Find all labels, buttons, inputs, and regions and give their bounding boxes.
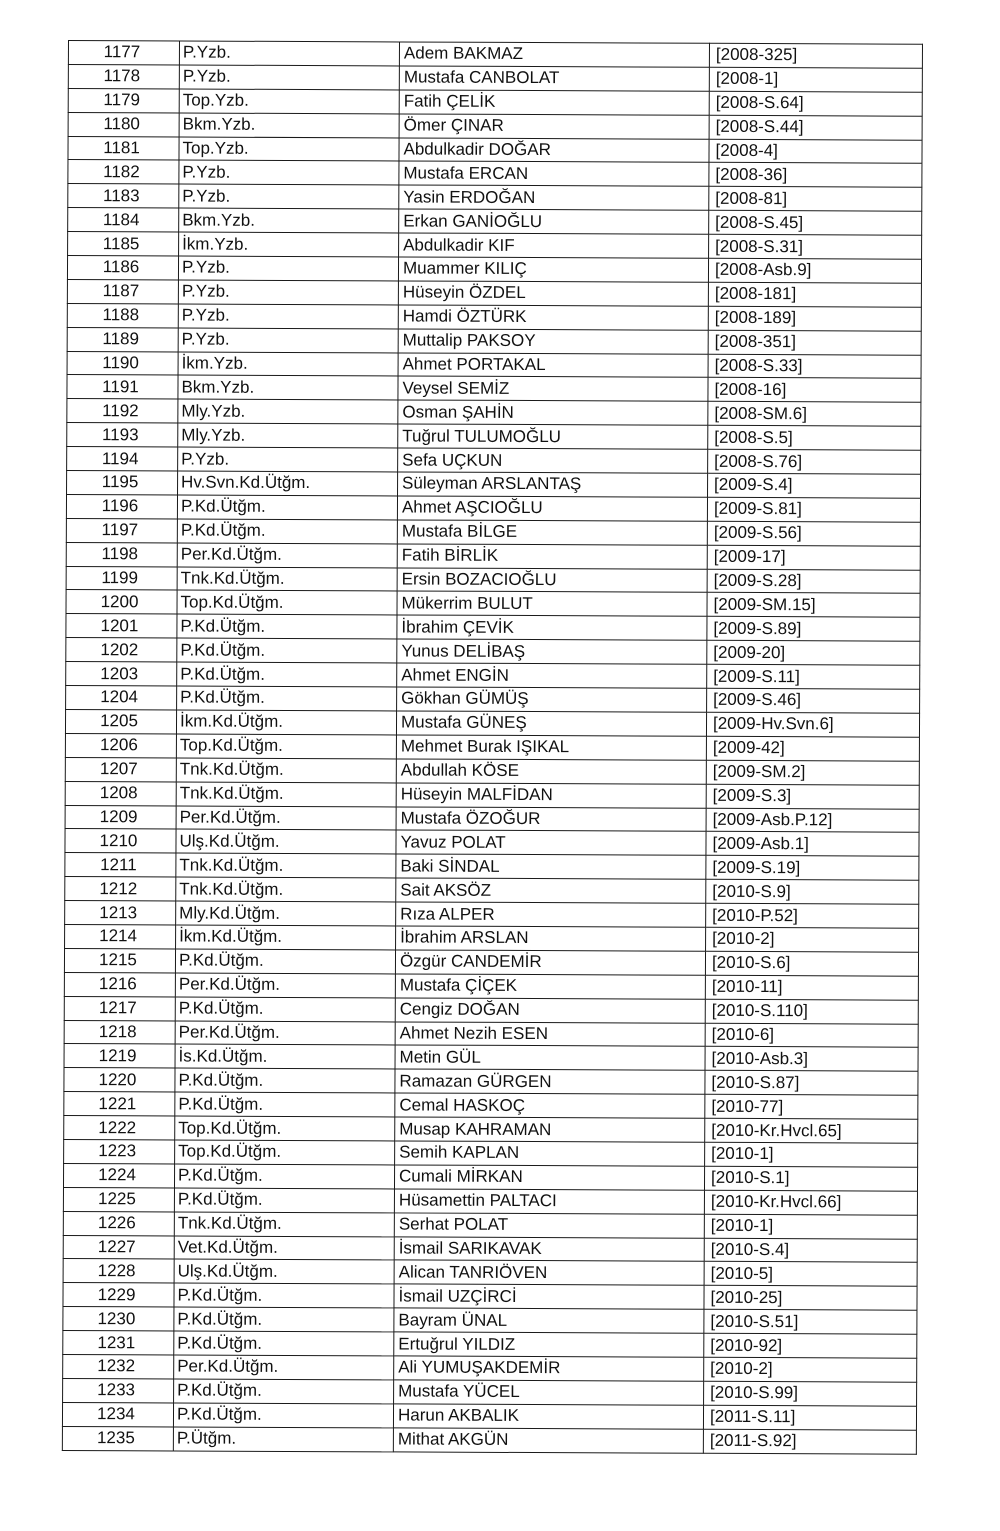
name-cell: Yunus DELİBAŞ (397, 639, 707, 664)
name-cell: Veysel SEMİZ (398, 376, 708, 401)
name-cell: Harun AKBALIK (393, 1404, 703, 1429)
row-number: 1177 (68, 41, 179, 65)
table-row (66, 590, 920, 618)
name-cell: Özgür CANDEMİR (395, 950, 705, 975)
registry-code-cell: [2009-S.11] (707, 664, 920, 689)
registry-code-cell: [2008-SM.6] (708, 402, 921, 427)
registry-code-cell: [2010-1] (705, 1142, 918, 1167)
row-number: 1222 (64, 1116, 175, 1140)
row-number: 1185 (68, 232, 179, 256)
row-number: 1233 (63, 1378, 174, 1402)
row-number: 1179 (68, 88, 179, 112)
rank-cell: P.Kd.Ütğm. (177, 686, 397, 711)
rank-cell: Mly.Yzb. (178, 423, 398, 448)
name-cell: Musap KAHRAMAN (395, 1117, 705, 1142)
row-number: 1178 (68, 64, 179, 88)
registry-code-cell: [2009-S.89] (707, 617, 920, 642)
rank-cell: Per.Kd.Ütğm. (176, 805, 396, 830)
registry-code-cell: [2008-S.33] (708, 354, 921, 379)
rank-cell: P.Kd.Ütğm. (174, 1188, 394, 1213)
table-row (64, 1139, 918, 1167)
registry-code-cell: [2008-1] (709, 67, 922, 92)
rank-cell: P.Kd.Ütğm. (175, 1068, 395, 1093)
table-row (63, 1259, 917, 1287)
rank-cell: P.Yzb. (179, 184, 399, 209)
row-number: 1202 (66, 638, 177, 662)
registry-code-cell: [2008-181] (708, 282, 921, 307)
registry-code-cell: [2010-92] (704, 1333, 917, 1358)
row-number: 1218 (64, 1020, 175, 1044)
row-number: 1190 (67, 351, 178, 375)
table-row (67, 327, 921, 355)
registry-code-cell: [2010-1] (704, 1214, 917, 1239)
registry-code-cell: [2009-SM.2] (706, 760, 919, 785)
registry-code-cell: [2008-351] (708, 330, 921, 355)
table-row (66, 566, 920, 594)
table-row (68, 64, 922, 92)
table-row (67, 447, 921, 475)
name-cell: İsmail UZÇİRCİ (394, 1284, 704, 1309)
rank-cell: P.Kd.Ütğm. (177, 614, 397, 639)
row-number: 1223 (64, 1139, 175, 1163)
rank-cell: P.Yzb. (178, 256, 398, 281)
rank-cell: P.Kd.Ütğm. (174, 1331, 394, 1356)
registry-code-cell: [2008-S.31] (709, 234, 922, 259)
row-number: 1213 (65, 901, 176, 925)
name-cell: Osman ŞAHİN (398, 400, 708, 425)
table-row (63, 1378, 917, 1406)
registry-code-cell: [2010-S.6] (705, 951, 918, 976)
row-number: 1216 (64, 972, 175, 996)
registry-code-cell: [2009-Asb.1] (706, 832, 919, 857)
table-row (67, 471, 921, 499)
rank-cell: İkm.Yzb. (178, 352, 398, 377)
table-row (65, 805, 919, 833)
table-row (64, 1044, 918, 1072)
registry-code-cell: [2010-S.1] (704, 1166, 917, 1191)
table-row (65, 853, 919, 881)
registry-code-cell: [2009-S.4] (708, 473, 921, 498)
name-cell: Alican TANRIÖVEN (394, 1260, 704, 1285)
table-row (66, 542, 920, 570)
table-row (66, 686, 920, 714)
rank-cell: Top.Kd.Ütğm. (175, 1140, 395, 1165)
table-row (68, 160, 922, 188)
row-number: 1231 (63, 1331, 174, 1355)
name-cell: Semih KAPLAN (395, 1141, 705, 1166)
rank-cell: İs.Kd.Ütğm. (175, 1044, 395, 1069)
name-cell: Ahmet PORTAKAL (398, 353, 708, 378)
table-row (65, 829, 919, 857)
row-number: 1220 (64, 1068, 175, 1092)
table-row (68, 184, 922, 212)
rank-cell: Top.Kd.Ütğm. (176, 734, 396, 759)
table-row (67, 351, 921, 379)
registry-code-cell: [2008-S.45] (709, 211, 922, 236)
name-cell: Baki SİNDAL (396, 854, 706, 879)
row-number: 1180 (68, 112, 179, 136)
rank-cell: Bkm.Yzb. (179, 208, 399, 233)
table-row (64, 1116, 918, 1144)
personnel-list-table (62, 40, 923, 1454)
row-number: 1205 (65, 709, 176, 733)
table-row (68, 232, 922, 260)
rank-cell: Vet.Kd.Ütğm. (174, 1236, 394, 1261)
registry-code-cell: [2008-S.5] (708, 426, 921, 451)
row-number: 1209 (65, 805, 176, 829)
rank-cell: Mly.Yzb. (178, 399, 398, 424)
registry-code-cell: [2010-S.9] (706, 879, 919, 904)
name-cell: Hamdi ÖZTÜRK (398, 305, 708, 330)
table-row (65, 733, 919, 761)
table-row (63, 1211, 917, 1239)
registry-code-cell: [2010-25] (704, 1286, 917, 1311)
rank-cell: Top.Kd.Ütğm. (175, 1116, 395, 1141)
rank-cell: P.Kd.Ütğm. (177, 638, 397, 663)
row-number: 1219 (64, 1044, 175, 1068)
rank-cell: P.Yzb. (178, 304, 398, 329)
row-number: 1181 (68, 136, 179, 160)
table-row (63, 1187, 917, 1215)
row-number: 1226 (63, 1211, 174, 1235)
registry-code-cell: [2010-2] (706, 927, 919, 952)
registry-code-cell: [2010-S.51] (704, 1309, 917, 1334)
registry-code-cell: [2008-4] (709, 139, 922, 164)
name-cell: Mustafa ÖZOĞUR (396, 806, 706, 831)
row-number: 1207 (65, 757, 176, 781)
row-number: 1195 (67, 471, 178, 495)
name-cell: Mustafa ERCAN (399, 161, 709, 186)
rank-cell: P.Kd.Ütğm. (177, 495, 397, 520)
row-number: 1191 (67, 375, 178, 399)
table-row (65, 901, 919, 929)
rank-cell: P.Kd.Ütğm. (177, 662, 397, 687)
registry-code-cell: [2009-Asb.P.12] (706, 808, 919, 833)
row-number: 1199 (66, 566, 177, 590)
row-number: 1183 (68, 184, 179, 208)
rank-cell: Bkm.Yzb. (178, 375, 398, 400)
row-number: 1204 (66, 686, 177, 710)
registry-code-cell: [2010-6] (705, 1023, 918, 1048)
name-cell: Ahmet Nezih ESEN (395, 1021, 705, 1046)
table-row (67, 303, 921, 331)
rank-cell: Per.Kd.Ütğm. (174, 1355, 394, 1380)
row-number: 1224 (63, 1163, 174, 1187)
rank-cell: Per.Kd.Ütğm. (175, 973, 395, 998)
name-cell: Muttalip PAKSOY (398, 329, 708, 354)
table-row (63, 1283, 917, 1311)
registry-code-cell: [2008-189] (708, 306, 921, 331)
table-row (68, 136, 922, 164)
rank-cell: P.Ütğm. (173, 1427, 393, 1452)
rank-cell: P.Yzb. (178, 280, 398, 305)
registry-code-cell: [2008-S.76] (708, 449, 921, 474)
name-cell: Ahmet AŞCIOĞLU (397, 496, 707, 521)
name-cell: Mustafa BİLGE (397, 520, 707, 545)
registry-code-cell: [2009-Hv.Svn.6] (706, 712, 919, 737)
name-cell: İbrahim ARSLAN (396, 926, 706, 951)
row-number: 1201 (66, 614, 177, 638)
table-row (62, 1402, 916, 1430)
rank-cell: P.Kd.Ütğm. (174, 1164, 394, 1189)
name-cell: Yavuz POLAT (396, 830, 706, 855)
registry-code-cell: [2011-S.92] (703, 1429, 916, 1454)
rank-cell: P.Kd.Ütğm. (175, 997, 395, 1022)
table-row (65, 924, 919, 952)
table-row (67, 256, 921, 284)
row-number: 1211 (65, 853, 176, 877)
name-cell: Cemal HASKOÇ (395, 1093, 705, 1118)
table-row (68, 208, 922, 236)
rank-cell: Per.Kd.Ütğm. (177, 543, 397, 568)
row-number: 1221 (64, 1092, 175, 1116)
name-cell: Hüseyin ÖZDEL (398, 281, 708, 306)
name-cell: Ramazan GÜRGEN (395, 1069, 705, 1094)
table-row (67, 423, 921, 451)
rank-cell: P.Kd.Ütğm. (174, 1307, 394, 1332)
row-number: 1206 (65, 733, 176, 757)
row-number: 1235 (62, 1426, 173, 1450)
name-cell: Metin GÜL (395, 1045, 705, 1070)
rank-cell: Tnk.Kd.Ütğm. (174, 1212, 394, 1237)
rank-cell: Top.Yzb. (179, 89, 399, 114)
registry-code-cell: [2010-Kr.Hvcl.66] (704, 1190, 917, 1215)
rank-cell: Per.Kd.Ütğm. (175, 1020, 395, 1045)
name-cell: Gökhan GÜMÜŞ (397, 687, 707, 712)
rank-cell: P.Yzb. (178, 328, 398, 353)
name-cell: Cengiz DOĞAN (395, 998, 705, 1023)
name-cell: Mustafa GÜNEŞ (396, 711, 706, 736)
name-cell: Fatih BİRLİK (397, 544, 707, 569)
table-row (64, 1020, 918, 1048)
registry-code-cell: [2009-S.46] (707, 688, 920, 713)
registry-code-cell: [2008-S.44] (709, 115, 922, 140)
table-row (68, 88, 922, 116)
table-row (68, 112, 922, 140)
registry-code-cell: [2010-2] (704, 1357, 917, 1382)
rank-cell: Tnk.Kd.Ütğm. (176, 877, 396, 902)
table-row (63, 1235, 917, 1263)
row-number: 1198 (66, 542, 177, 566)
row-number: 1230 (63, 1307, 174, 1331)
rank-cell: P.Kd.Ütğm. (175, 949, 395, 974)
row-number: 1217 (64, 996, 175, 1020)
registry-code-cell: [2010-5] (704, 1262, 917, 1287)
name-cell: Yasin ERDOĞAN (399, 185, 709, 210)
rank-cell: Mly.Kd.Ütğm. (176, 901, 396, 926)
registry-code-cell: [2010-P.52] (706, 903, 919, 928)
row-number: 1234 (62, 1402, 173, 1426)
table-row (65, 877, 919, 905)
name-cell: İsmail SARIKAVAK (394, 1236, 704, 1261)
registry-code-cell: [2010-S.4] (704, 1238, 917, 1263)
name-cell: Mustafa YÜCEL (394, 1380, 704, 1405)
name-cell: Adem BAKMAZ (399, 42, 709, 67)
rank-cell: İkm.Yzb. (179, 232, 399, 257)
registry-code-cell: [2008-325] (709, 43, 922, 68)
name-cell: Abdulkadir KIF (399, 233, 709, 258)
row-number: 1184 (68, 208, 179, 232)
row-number: 1200 (66, 590, 177, 614)
table-row (67, 399, 921, 427)
rank-cell: P.Kd.Ütğm. (174, 1283, 394, 1308)
table-row (67, 279, 921, 307)
row-number: 1192 (67, 399, 178, 423)
registry-code-cell: [2009-20] (707, 641, 920, 666)
row-number: 1182 (68, 160, 179, 184)
name-cell: Ersin BOZACIOĞLU (397, 568, 707, 593)
registry-code-cell: [2008-81] (709, 187, 922, 212)
table-row (66, 638, 920, 666)
rank-cell: P.Yzb. (179, 65, 399, 90)
table-row (67, 375, 921, 403)
table-row (64, 1092, 918, 1120)
registry-code-cell: [2008-S.64] (709, 91, 922, 116)
rank-cell: P.Yzb. (178, 447, 398, 472)
registry-code-cell: [2010-Asb.3] (705, 1047, 918, 1072)
name-cell: Süleyman ARSLANTAŞ (398, 472, 708, 497)
row-number: 1210 (65, 829, 176, 853)
registry-code-cell: [2009-S.81] (707, 497, 920, 522)
row-number: 1187 (67, 279, 178, 303)
table-row (64, 972, 918, 1000)
table-row (64, 996, 918, 1024)
name-cell: Sefa UÇKUN (398, 448, 708, 473)
registry-code-cell: [2009-S.3] (706, 784, 919, 809)
rank-cell: P.Kd.Ütğm. (174, 1379, 394, 1404)
rank-cell: İkm.Kd.Ütğm. (176, 710, 396, 735)
row-number: 1227 (63, 1235, 174, 1259)
rank-cell: İkm.Kd.Ütğm. (176, 925, 396, 950)
name-cell: Bayram ÜNAL (394, 1308, 704, 1333)
table-row (66, 518, 920, 546)
row-number: 1189 (67, 327, 178, 351)
rank-cell: P.Kd.Ütğm. (177, 519, 397, 544)
name-cell: Serhat POLAT (394, 1213, 704, 1238)
rank-cell: Top.Kd.Ütğm. (177, 590, 397, 615)
rank-cell: Tnk.Kd.Ütğm. (176, 853, 396, 878)
rank-cell: Tnk.Kd.Ütğm. (176, 782, 396, 807)
table-row (63, 1163, 917, 1191)
registry-code-cell: [2008-Asb.9] (708, 258, 921, 283)
rank-cell: P.Yzb. (179, 41, 399, 66)
row-number: 1225 (63, 1187, 174, 1211)
rank-cell: Top.Yzb. (179, 137, 399, 162)
row-number: 1186 (67, 256, 178, 280)
name-cell: Muammer KILIÇ (398, 257, 708, 282)
name-cell: Ömer ÇINAR (399, 114, 709, 139)
table-body (62, 41, 922, 1454)
name-cell: Abdulkadir DOĞAR (399, 138, 709, 163)
name-cell: Mustafa ÇİÇEK (395, 974, 705, 999)
table-row (62, 1426, 916, 1454)
name-cell: Cumali MİRKAN (394, 1165, 704, 1190)
row-number: 1214 (65, 924, 176, 948)
row-number: 1232 (63, 1354, 174, 1378)
table-row (65, 757, 919, 785)
table-row (64, 948, 918, 976)
table-row (64, 1068, 918, 1096)
rank-cell: Tnk.Kd.Ütğm. (176, 758, 396, 783)
row-number: 1229 (63, 1283, 174, 1307)
registry-code-cell: [2010-S.110] (705, 999, 918, 1024)
rank-cell: P.Kd.Ütğm. (175, 1092, 395, 1117)
name-cell: Ali YUMUŞAKDEMİR (394, 1356, 704, 1381)
table-row (63, 1331, 917, 1359)
name-cell: Mehmet Burak IŞIKAL (396, 735, 706, 760)
name-cell: İbrahim ÇEVİK (397, 615, 707, 640)
registry-code-cell: [2008-36] (709, 163, 922, 188)
registry-code-cell: [2009-17] (707, 545, 920, 570)
registry-code-cell: [2008-16] (708, 378, 921, 403)
table-row (65, 781, 919, 809)
rank-cell: P.Kd.Ütğm. (173, 1403, 393, 1428)
registry-code-cell: [2011-S.11] (703, 1405, 916, 1430)
table-row (66, 494, 920, 522)
registry-code-cell: [2010-S.99] (704, 1381, 917, 1406)
table-row (65, 709, 919, 737)
row-number: 1212 (65, 877, 176, 901)
name-cell: Erkan GANİOĞLU (399, 209, 709, 234)
registry-code-cell: [2009-42] (706, 736, 919, 761)
registry-code-cell: [2010-Kr.Hvcl.65] (705, 1118, 918, 1143)
row-number: 1215 (64, 948, 175, 972)
name-cell: Ertuğrul YILDIZ (394, 1332, 704, 1357)
name-cell: Sait AKSÖZ (396, 878, 706, 903)
registry-code-cell: [2010-77] (705, 1094, 918, 1119)
name-cell: Abdullah KÖSE (396, 759, 706, 784)
row-number: 1194 (67, 447, 178, 471)
row-number: 1228 (63, 1259, 174, 1283)
table-row (63, 1307, 917, 1335)
rank-cell: Tnk.Kd.Ütğm. (177, 567, 397, 592)
registry-code-cell: [2009-S.28] (707, 569, 920, 594)
name-cell: Ahmet ENGİN (397, 663, 707, 688)
name-cell: Mükerrim BULUT (397, 591, 707, 616)
rank-cell: Bkm.Yzb. (179, 113, 399, 138)
table-row (66, 614, 920, 642)
name-cell: Tuğrul TULUMOĞLU (398, 424, 708, 449)
row-number: 1197 (66, 518, 177, 542)
row-number: 1196 (66, 494, 177, 518)
name-cell: Fatih ÇELİK (399, 90, 709, 115)
row-number: 1188 (67, 303, 178, 327)
row-number: 1208 (65, 781, 176, 805)
rank-cell: Ulş.Kd.Ütğm. (176, 829, 396, 854)
name-cell: Mustafa CANBOLAT (399, 66, 709, 91)
table-row (66, 662, 920, 690)
name-cell: Rıza ALPER (396, 902, 706, 927)
table-row (63, 1354, 917, 1382)
rank-cell: Hv.Svn.Kd.Ütğm. (178, 471, 398, 496)
rank-cell: Ulş.Kd.Ütğm. (174, 1259, 394, 1284)
registry-code-cell: [2010-11] (705, 975, 918, 1000)
name-cell: Mithat AKGÜN (393, 1428, 703, 1453)
registry-code-cell: [2009-SM.15] (707, 593, 920, 618)
registry-code-cell: [2009-S.19] (706, 856, 919, 881)
row-number: 1193 (67, 423, 178, 447)
registry-code-cell: [2010-S.87] (705, 1071, 918, 1096)
registry-code-cell: [2009-S.56] (707, 521, 920, 546)
row-number: 1203 (66, 662, 177, 686)
table-row (68, 41, 922, 69)
rank-cell: P.Yzb. (179, 160, 399, 185)
name-cell: Hüseyin MALFİDAN (396, 783, 706, 808)
name-cell: Hüsamettin PALTACI (394, 1189, 704, 1214)
